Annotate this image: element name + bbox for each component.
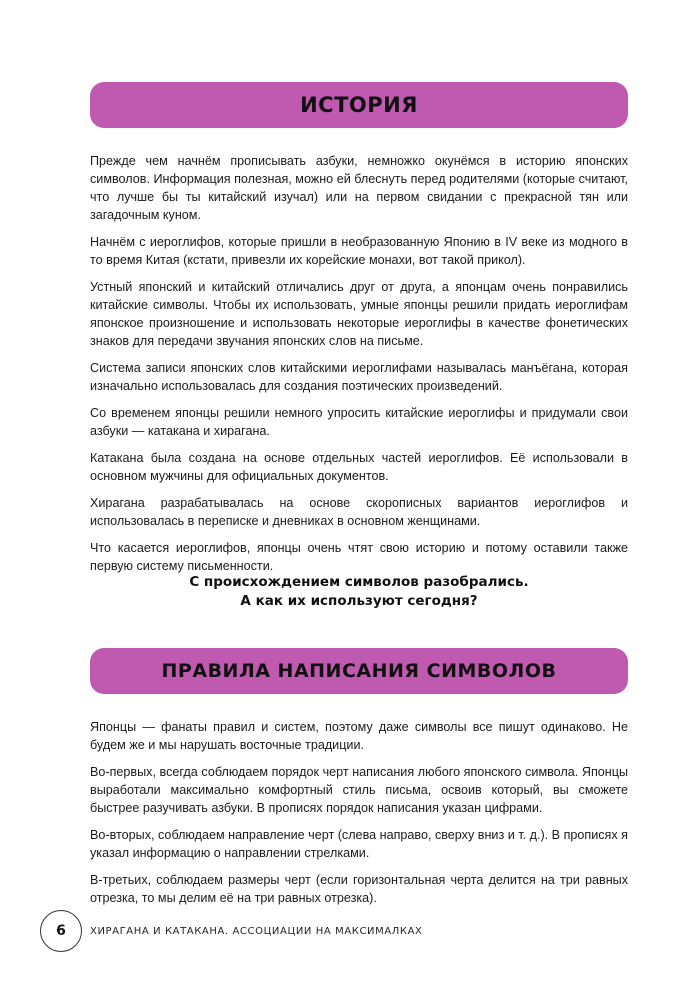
- paragraph: Во-первых, всегда соблюдаем порядок черт написания любого японского символа. Японцы выработали максимально комфортный стиль письма, освоив который, вы сможете быстрее разучивать азбуки. В прописях порядок написания указан цифрами.: [90, 765, 628, 815]
- paragraph: Во-вторых, соблюдаем направление черт (слева направо, сверху вниз и т. д.). В прописях я указал информацию о направлении стрелками.: [90, 828, 628, 860]
- paragraph: Прежде чем начнём прописывать азбуки, немножко окунёмся в историю японских символов. Информация полезная, можно ей блеснуть перед родителями (которые считают, что лучше бы ты китайский изучал) или на первом свидании с прекрасной тян или загадочным куном.: [90, 154, 628, 222]
- paragraph: Катакана была создана на основе отдельных частей иероглифов. Её использовали в основном мужчины для официальных документов.: [90, 451, 628, 483]
- paragraph: В-третьих, соблюдаем размеры черт (если горизонтальная черта делится на три равных отрезка, то мы делим её на три равных отрезка).: [90, 873, 628, 905]
- book-title: ХИРАГАНА И КАТАКАНА. АССОЦИАЦИИ НА МАКСИМАЛКАХ: [90, 925, 423, 937]
- section-title: ИСТОРИЯ: [300, 93, 418, 117]
- paragraph: Начнём с иероглифов, которые пришли в необразованную Японию в IV веке из модного в то время Китая (кстати, привезли их корейские монахи, вот такой прикол).: [90, 235, 628, 267]
- paragraph: Японцы — фанаты правил и систем, поэтому даже символы все пишут одинаково. Не будем же и мы нарушать восточные традиции.: [90, 720, 628, 752]
- paragraph: Устный японский и китайский отличались друг от друга, а японцам очень понравились китайские символы. Чтобы их использовать, умные японцы решили придать иероглифам японское произношение и использовать некоторые иероглифы в качестве фонетических знаков для передачи звучания японских слов на письме.: [90, 280, 628, 348]
- section-title: ПРАВИЛА НАПИСАНИЯ СИМВОЛОВ: [161, 660, 557, 682]
- callout-text: [90, 573, 628, 611]
- paragraph: Хирагана разрабатывалась на основе скорописных вариантов иероглифов и использовалась в переписке и дневниках в основном женщинами.: [90, 496, 628, 528]
- rules-section-body: [90, 718, 628, 916]
- paragraph: Со временем японцы решили немного упросить китайские иероглифы и придумали свои азбуки — катакана и хирагана.: [90, 406, 628, 438]
- section-header-history: [90, 82, 628, 128]
- page-footer: [40, 909, 560, 953]
- callout-line: А как их используют сегодня?: [240, 593, 478, 609]
- page-number: 6: [40, 910, 82, 952]
- paragraph: Что касается иероглифов, японцы очень чтят свою историю и потому оставили также первую систему письменности.: [90, 541, 628, 573]
- paragraph: Система записи японских слов китайскими иероглифами называлась манъёгана, которая изначально использовалась для создания поэтических произведений.: [90, 361, 628, 393]
- section-header-writing-rules: [90, 648, 628, 694]
- callout-line: С происхождением символов разобрались.: [189, 574, 529, 590]
- history-section-body: [90, 152, 628, 584]
